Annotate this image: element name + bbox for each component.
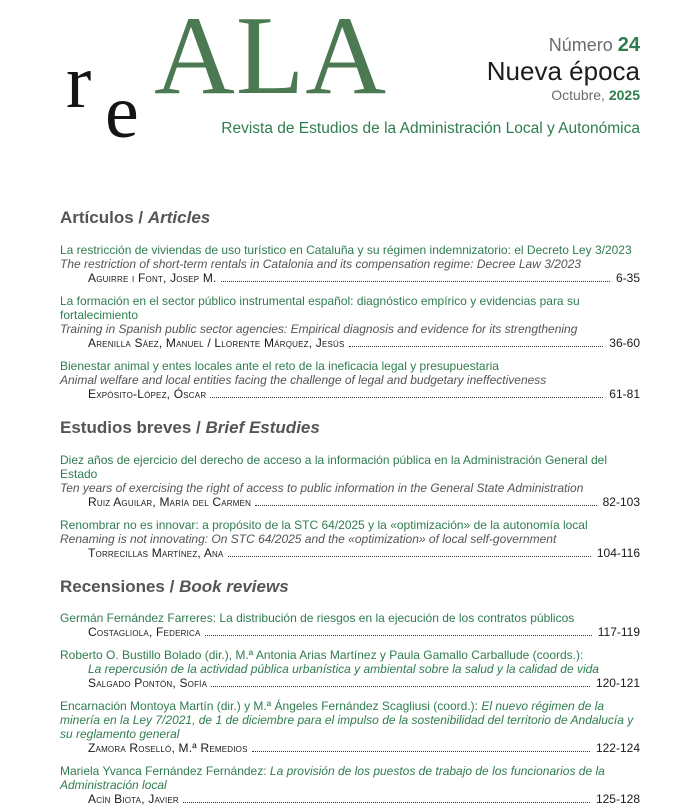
entry-authors: Acín Biota, Javier <box>88 792 179 806</box>
dot-leader <box>211 686 590 687</box>
section-title-en: Articles <box>147 208 211 227</box>
entry-title[interactable]: Diez años de ejercicio del derecho de acceso a la información pública en la Administración General del Estado <box>60 453 607 481</box>
entry-title[interactable]: Bienestar animal y entes locales ante el reto de la ineficacia legal y presupuestaria <box>60 359 499 373</box>
entry-title: Mariela Yvanca Fernández Fernández: <box>60 764 267 778</box>
entry-authors: Torrecillas Martínez, Ana <box>88 546 224 560</box>
entry-title[interactable]: Roberto O. Bustillo Bolado (dir.), M.ª Antonia Arias Martínez y Paula Gamallo Carballude (coords.): <box>60 648 584 662</box>
entry-pages: 122-124 <box>595 741 640 755</box>
table-of-contents <box>60 208 640 806</box>
entry-pages: 125-128 <box>595 792 640 806</box>
entry-authors: Aguirre i Font, Josep M. <box>88 271 217 285</box>
entry-author-row <box>60 336 640 350</box>
entry-authors: Expósito-López, Óscar <box>88 387 207 401</box>
issue-date <box>487 87 640 104</box>
toc-entry <box>60 453 640 509</box>
issue-month: Octubre, <box>551 87 605 103</box>
entry-title[interactable]: Renombrar no es innovar: a propósito de la STC 64/2025 y la «optimización» de la autonomía local <box>60 518 588 532</box>
toc-entry <box>60 518 640 560</box>
entry-title-combined[interactable] <box>60 699 640 741</box>
entry-pages: 120-121 <box>595 676 640 690</box>
entry-title-italic: El nuevo régimen de la minería en la Ley 7/2021, de 1 de diciembre para el impulso de la sostenibilidad del territorio de Andalucía y su reglamento general <box>60 699 634 741</box>
section-title-en: Brief Estudies <box>205 418 320 437</box>
entry-authors: Salgado Pontón, Sofía <box>88 676 208 690</box>
dot-leader <box>349 346 604 347</box>
issue-year: 2025 <box>608 87 640 103</box>
entry-author-row <box>60 387 640 401</box>
toc-entry <box>60 294 640 350</box>
entry-title: Encarnación Montoya Martín (dir.) y M.ª Ángeles Fernández Scagliusi (coord.): <box>60 699 478 713</box>
issue-epoch: Nueva época <box>486 56 640 86</box>
section-heading <box>60 418 640 438</box>
issue-number <box>487 34 640 56</box>
entry-author-row <box>60 741 640 755</box>
section-title-es: Estudios breves / <box>60 418 201 437</box>
entry-title-italic[interactable]: La repercusión de la actividad pública urbanística y ambiental sobre la salud y la calidad de vida <box>88 662 599 676</box>
section-heading <box>60 208 640 228</box>
toc-entry <box>60 648 640 690</box>
entry-pages: 61-81 <box>609 387 640 401</box>
toc-entry <box>60 764 640 806</box>
logo-letter-e: e <box>105 70 139 154</box>
section-title-es: Recensiones / <box>60 577 175 596</box>
entry-author-row <box>60 676 640 690</box>
toc-entry <box>60 359 640 401</box>
entry-authors: Costagliola, Federica <box>88 625 201 639</box>
entry-title-combined[interactable] <box>60 764 640 792</box>
issue-number-value: 24 <box>617 34 640 56</box>
entry-author-row <box>60 792 640 806</box>
entry-subtitle: Training in Spanish public sector agencies: Empirical diagnosis and evidence for its strengthening <box>60 322 578 336</box>
toc-entry <box>60 699 640 755</box>
journal-subtitle: Revista de Estudios de la Administración Local y Autonómica <box>221 120 640 137</box>
dot-leader <box>205 635 592 636</box>
entry-pages: 117-119 <box>597 625 640 639</box>
entry-author-row <box>60 546 640 560</box>
entry-authors: Arenilla Sáez, Manuel / Llorente Márquez, Jesús <box>88 336 345 350</box>
entry-subtitle: Animal welfare and local entities facing the challenge of legal and budgetary ineffectiveness <box>60 373 547 387</box>
journal-logo <box>66 0 388 154</box>
entry-title[interactable]: La restricción de viviendas de uso turístico en Cataluña y su régimen indemnizatorio: el Decreto Ley 3/2023 <box>60 243 632 257</box>
entry-author-row <box>60 625 640 639</box>
dot-leader <box>228 556 591 557</box>
section-title-en: Book reviews <box>179 577 289 596</box>
dot-leader <box>221 281 610 282</box>
issue-info <box>487 34 640 104</box>
issue-number-label: Número <box>548 35 613 55</box>
entry-subtitle: The restriction of short-term rentals in Catalonia and its compensation regime: Decree Law 3/2023 <box>60 257 581 271</box>
entry-author-row <box>60 495 640 509</box>
entry-title-italic: La provisión de los puestos de trabajo de los funcionarios de la Administración local <box>60 764 605 792</box>
entry-pages: 36-60 <box>609 336 640 350</box>
entry-pages: 6-35 <box>615 271 640 285</box>
dot-leader <box>255 505 596 506</box>
section-heading <box>60 577 640 597</box>
logo-ala: ALA <box>154 0 388 118</box>
entry-title[interactable]: Germán Fernández Farreres: La distribución de riesgos en la ejecución de los contratos públicos <box>60 611 575 625</box>
dot-leader <box>252 751 590 752</box>
entry-subtitle: Ten years of exercising the right of access to public information in the General State Administration <box>60 481 584 495</box>
dot-leader <box>183 802 590 803</box>
entry-title[interactable]: La formación en el sector público instrumental español: diagnóstico empírico y evidencias para su fortalecimiento <box>60 294 580 322</box>
entry-subtitle: Renaming is not innovating: On STC 64/2025 and the «optimization» of local self-government <box>60 532 557 546</box>
entry-author-row <box>60 271 640 285</box>
section-title-es: Artículos / <box>60 208 144 227</box>
entry-authors: Zamora Roselló, M.ª Remedios <box>88 741 248 755</box>
logo-letter-r: r <box>66 40 92 124</box>
entry-pages: 104-116 <box>596 546 640 560</box>
toc-entry <box>60 243 640 285</box>
entry-authors: Ruiz Aguilar, María del Carmen <box>88 495 252 509</box>
entry-pages: 82-103 <box>602 495 640 509</box>
dot-leader <box>210 397 603 398</box>
toc-entry <box>60 611 640 639</box>
